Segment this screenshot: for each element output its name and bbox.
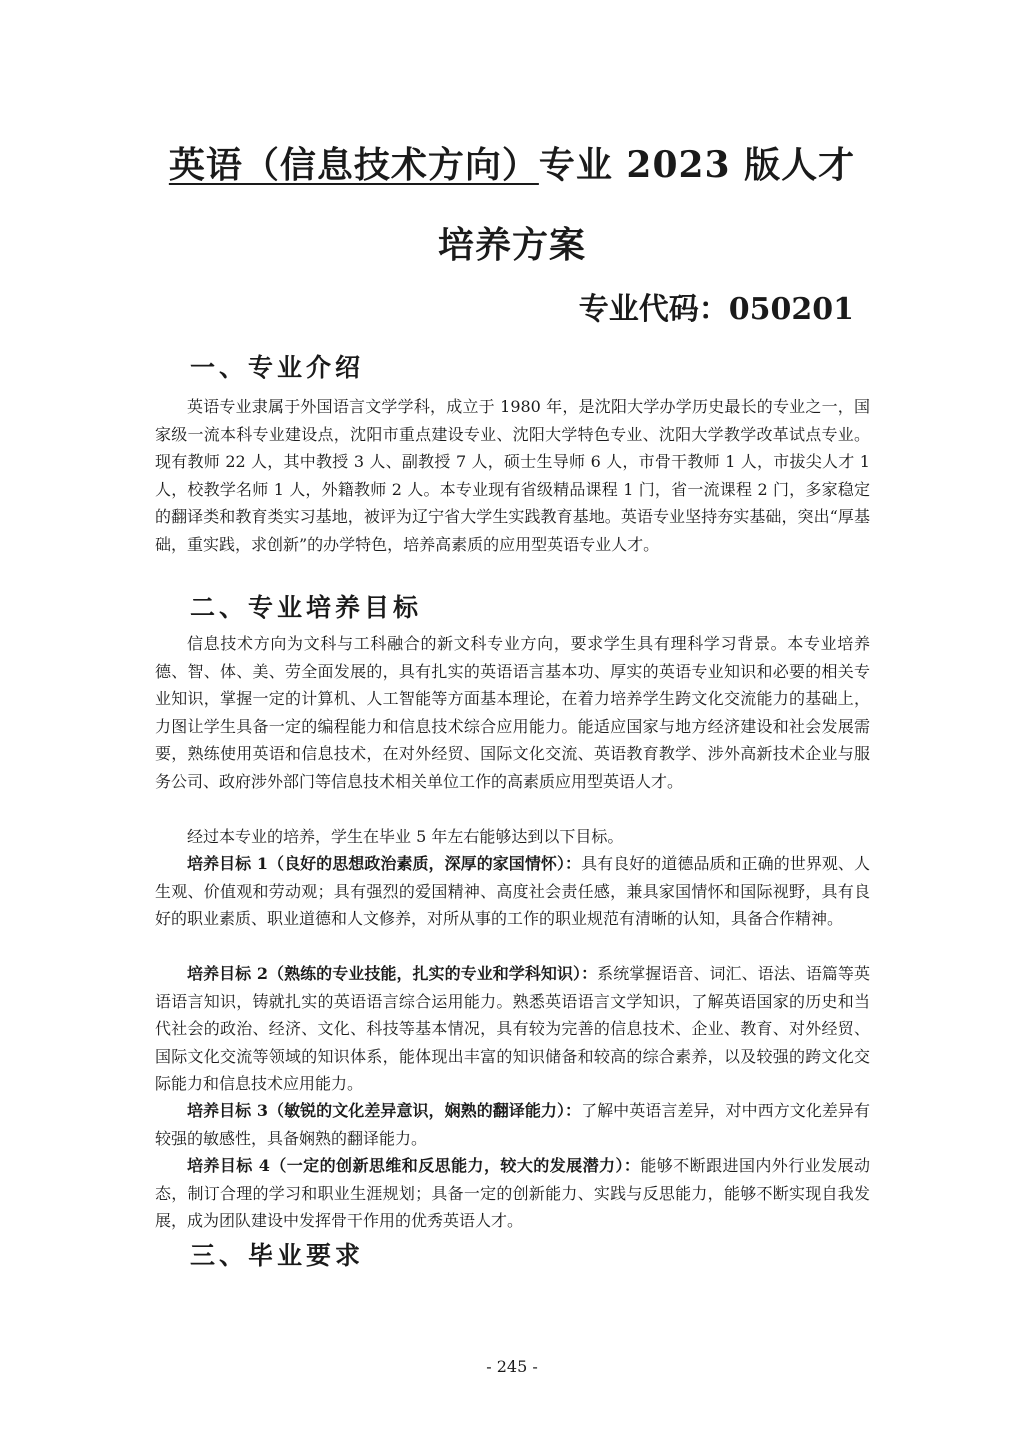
goal-4-text: 能够不断跟进国内外行业发展动态，制订合理的学习和职业生涯规划；具备一定的创新能力、实践与反思能力，能够不断实现自我发展，成为团队建设中发挥骨干作用的优秀英语人才。: [155, 1156, 870, 1230]
goal-item-2: [155, 960, 870, 1098]
goal-item-1: [155, 850, 870, 933]
title-rest-part: 专业 2023 版人才: [538, 144, 856, 186]
document-title-line2: 培养方案: [437, 224, 586, 266]
section-heading-goals: 二、专业培养目标: [190, 593, 423, 622]
goal-1-text: 具有良好的道德品质和正确的世界观、人生观、价值观和劳动观；具有强烈的爱国精神、高度社会责任感，兼具家国情怀和国际视野，具有良好的职业素质、职业道德和人文修养，对所从事的工作的职业规范有清晰的认知，具备合作精神。: [155, 854, 870, 928]
major-code: 专业代码：050201: [578, 292, 854, 327]
intro-paragraph: 英语专业隶属于外国语言文学学科，成立于 1980 年，是沈阳大学办学历史最长的专业之一，国家级一流本科专业建设点，沈阳市重点建设专业、沈阳大学特色专业、沈阳大学教学改革试点专业。现有教师 22 人，其中教授 3 人、副教授 7 人，硕士生导师 6 人，市骨干教师 1 人，市拔尖人才 1 人，校教学名师 1 人，外籍教师 2 人。本专业现有省级精品课程 1 门，省一流课程 2 门，多家稳定的翻译类和教育类实习基地，被评为辽宁省大学生实践教育基地。英语专业坚持夯实基础，突出“厚基础，重实践，求创新”的办学特色，培养高素质的应用型英语专业人才。: [155, 397, 870, 554]
goal-item-4: [155, 1152, 870, 1235]
goal-paragraph: 信息技术方向为文科与工科融合的新文科专业方向，要求学生具有理科学习背景。本专业培养德、智、体、美、劳全面发展的，具有扎实的英语语言基本功、厚实的英语专业知识和必要的相关专业知识，掌握一定的计算机、人工智能等方面基本理论，在着力培养学生跨文化交流能力的基础上，力图让学生具备一定的编程能力和信息技术综合应用能力。能适应国家与地方经济建设和社会发展需要，熟练使用英语和信息技术，在对外经贸、国际文化交流、英语教育教学、涉外高新技术企业与服务公司、政府涉外部门等信息技术相关单位工作的高素质应用型英语人才。: [155, 634, 870, 791]
goal-3-label: 培养目标 3（敏锐的文化差异意识，娴熟的翻译能力）：: [187, 1101, 582, 1120]
title-underlined-part: 英语（信息技术方向）: [168, 144, 539, 186]
goal-3-text: 了解中英语言差异，对中西方文化差异有较强的敏感性，具备娴熟的翻译能力。: [155, 1101, 870, 1148]
goal-2-text: 系统掌握语音、词汇、语法、语篇等英语语言知识，铸就扎实的英语语言综合运用能力。熟悉英语语言文学知识，了解英语国家的历史和当代社会的政治、经济、文化、科技等基本情况，具有较为完善的信息技术、企业、教育、对外经贸、国际文化交流等领域的知识体系，能体现出丰富的知识储备和较高的综合素养，以及较强的跨文化交际能力和信息技术应用能力。: [155, 964, 870, 1093]
goal-4-label: 培养目标 4（一定的创新思维和反思能力，较大的发展潜力）：: [187, 1156, 641, 1175]
goal-2-label: 培养目标 2（熟练的专业技能，扎实的专业和学科知识）：: [187, 964, 598, 983]
section-heading-intro: 一、专业介绍: [190, 353, 365, 382]
goal-1-label: 培养目标 1（良好的思想政治素质，深厚的家国情怀）：: [187, 854, 582, 873]
goal-intro: 经过本专业的培养，学生在毕业 5 年左右能够达到以下目标。: [187, 827, 624, 846]
section-heading-requirements: 三、毕业要求: [190, 1241, 365, 1270]
goal-item-3: [155, 1097, 870, 1152]
page-number: - 245 -: [486, 1357, 538, 1376]
document-title-line1: [0, 143, 1024, 187]
